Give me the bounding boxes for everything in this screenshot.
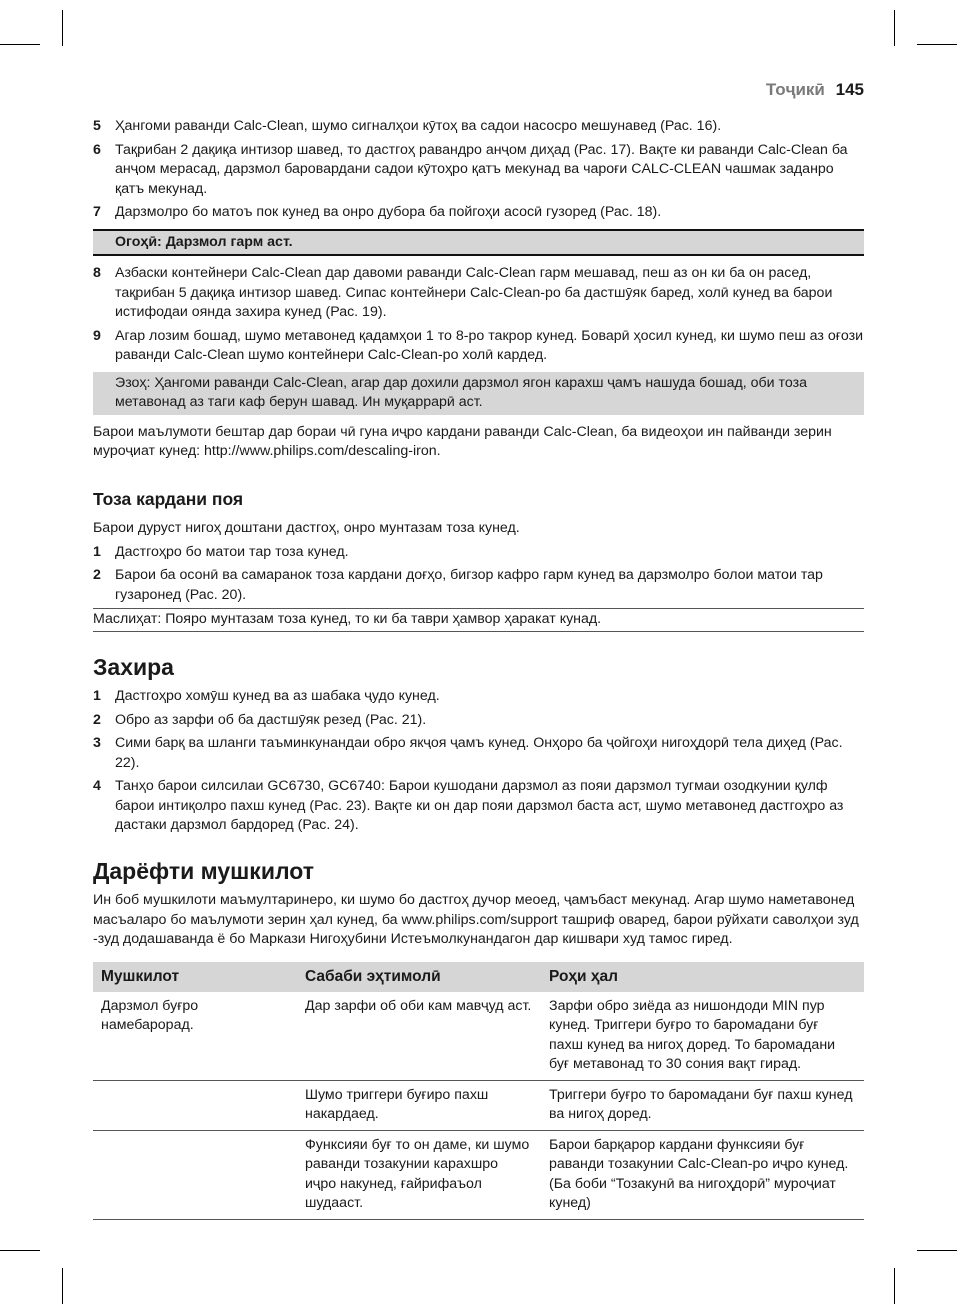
crop-mark (0, 44, 40, 45)
step-number: 2 (93, 567, 101, 583)
list-item (93, 566, 864, 605)
step-text: Обро аз зарфи об ба дастшӯяк резед (Рас. 21). (115, 711, 427, 728)
step-number: 6 (93, 141, 101, 158)
step-text: Ҳангоми раванди Calc-Clean, шумо сигналҳои кӯтоҳ ва садои насосро мешунавед (Рас. 16). (115, 118, 722, 134)
crop-mark (62, 1268, 63, 1304)
cell-cause: Шумо триггери буғиро пахш накардаед. (297, 1080, 541, 1130)
list-item (93, 203, 864, 223)
step-number: 3 (93, 735, 101, 751)
column-header: Роҳи ҳал (541, 962, 864, 992)
step-text: Агар лозим бошад, шумо метавонед қадамҳои 1 то 8-ро такрор кунед. Боварӣ ҳосил кунед, ки шумо пеш аз оғози раванди Calc-Clean шумо контейнери Calc-Clean-ро холӣ кардед. (115, 327, 864, 363)
cell-problem (93, 1130, 297, 1219)
cell-solution: Триггери буғро то баромадани буғ пахш кунед ва нигоҳ доред. (541, 1080, 864, 1130)
page-number: 145 (835, 80, 864, 99)
list-item (93, 734, 864, 773)
list-item (93, 264, 864, 323)
crop-mark (917, 44, 957, 45)
cell-cause: Дар зарфи об оби кам мавҷуд аст. (297, 992, 541, 1081)
step-number: 2 (93, 711, 101, 728)
cell-solution: Зарфи обро зиёда аз нишондоди MIN пур кунед. Триггери буғро то баромадани буғ пахш кунед ва нигоҳ доред. То баромадани буғ метавонад то 30 сония вақт гирад. (541, 992, 864, 1081)
step-text: Барои ба осонӣ ва самаранок тоза кардани доғҳо, бигзор кафро гарм кунед ва дарзмолро болои матои тар гузаронед (Рас. 20). (115, 567, 823, 603)
step-number: 4 (93, 778, 101, 794)
cell-problem: Дарзмол буғро намебарорад. (93, 992, 297, 1081)
step-text: Дарзмолро бо матоъ пок кунед ва онро дубора ба пойгоҳи асосӣ гузоред (Рас. 18). (115, 204, 662, 220)
step-text: Тақрибан 2 дақиқа интизор шавед, то дастгоҳ равандро анҷом диҳад (Рас. 17). Вақте ки раванди Calc-Clean ба анҷом мерасад, дарзмол баровардани садои кӯтоҳро қатъ мекунад ва чароғи CALC-CLEAN чашмак заданро қатъ мекунад. (115, 141, 848, 197)
step-number: 5 (93, 118, 101, 134)
step-number: 9 (93, 327, 101, 344)
list-item (93, 777, 864, 836)
tip-line: Маслиҳат: Пояро мунтазам тоза кунед, то ки ба таври ҳамвор ҳаракат кунад. (93, 608, 864, 632)
list-item (93, 711, 864, 731)
cell-cause: Функсияи буғ то он даме, ки шумо раванди тозакунии карахшро иҷро накунед, ғайрифаъол шудааст. (297, 1130, 541, 1219)
crop-mark (0, 1250, 40, 1251)
step-number: 1 (93, 543, 101, 560)
crop-mark (894, 10, 895, 46)
table-row (93, 992, 864, 1081)
list-item (93, 543, 864, 563)
step-text: Дастгоҳро бо матои тар тоза кунед. (115, 543, 349, 560)
page-header (766, 80, 864, 100)
step-text: Танҳо барои силсилаи GC6730, GC6740: Барои кушодани дарзмол аз пояи дарзмол тугмаи озодкунии қулф барои интиқолро пахш кунед (Рас. 23). Вақте ки он дар пояи дарзмол баста аст, шумо метавонед дастгоҳро аз дастаки дарзмол бардоред (Рас. 24). (115, 778, 844, 833)
section-title-troubleshooting: Дарёфти мушкилот (93, 857, 315, 884)
section-intro: Ин боб мушкилоти маъмултаринеро, ки шумо бо дастгоҳ дучор меоед, ҷамъбаст мекунад. Агар шумо наметавонед масъаларо бо маълумоти зерин ҳал кунед, ба www.philips.com/support ташриф оваред, барои рӯйхати саволҳои зуд -зуд додашаванда ё бо Маркази Нигоҳубини Истеъмолкунандагон дар кишвари худ тамос гиред. (93, 892, 859, 947)
header-language: Тоҷикӣ (765, 80, 825, 99)
table-header-row (93, 962, 864, 992)
crop-mark (917, 1250, 957, 1251)
section-title-storage: Захира (93, 653, 174, 680)
section-title-soleplate: Тоза кардани поя (93, 488, 244, 509)
table-row (93, 1080, 864, 1130)
table-row (93, 1130, 864, 1219)
column-header: Мушкилот (93, 962, 297, 992)
info-paragraph: Барои маълумоти бештар дар бораи чӣ гуна иҷро кардани раванди Calc-Clean, ба видеоҳои ин пайванди зерин муроҷиат кунед: http://www.philips.com/descaling-iron. (93, 423, 832, 459)
step-number: 1 (93, 688, 101, 704)
crop-mark (894, 1268, 895, 1304)
troubleshooting-table (93, 962, 864, 1220)
crop-mark (62, 10, 63, 46)
step-number: 8 (93, 265, 101, 281)
column-header: Сабаби эҳтимолӣ (297, 962, 541, 992)
note-box: Эзоҳ: Ҳангоми раванди Calc-Clean, агар дар дохили дарзмол ягон карахш ҷамъ нашуда бошад, оби тоза метавонад аз таги каф берун шавад. Ин муқаррарӣ аст. (93, 372, 864, 415)
step-number: 7 (93, 204, 101, 220)
step-text: Дастгоҳро хомӯш кунед ва аз шабака ҷудо кунед. (115, 688, 440, 704)
list-item (93, 117, 864, 137)
step-text: Сими барқ ва шланги таъминкунандаи обро якҷоя ҷамъ кунед. Онҳоро ба ҷойгоҳи нигоҳдорӣ тела диҳед (Рас. 22). (115, 735, 843, 771)
list-item (93, 327, 864, 366)
cell-problem (93, 1080, 297, 1130)
list-item (93, 687, 864, 707)
section-intro: Барои дуруст нигоҳ доштани дастгоҳ, онро мунтазам тоза кунед. (93, 520, 520, 536)
list-item (93, 141, 864, 200)
page-content (93, 117, 864, 1220)
cell-solution: Барои барқарор кардани функсияи буғ раванди тозакунии Calc-Clean-ро иҷро кунед. (Ба боби “Тозакунӣ ва нигоҳдорӣ” муроҷиат кунед) (541, 1130, 864, 1219)
step-text: Азбаски контейнери Calc-Clean дар давоми раванди Calc-Clean гарм мешавад, пеш аз он ки ба он расед, тақрибан 5 дақиқа интизор шавед. Сипас контейнери Calc-Clean-ро ба дастшӯяк бaред, холӣ кунед ва барои истифодаи оянда захира кунед (Рас. 19). (115, 265, 833, 320)
warning-box: Огоҳӣ: Дарзмол гарм аст. (93, 229, 864, 257)
